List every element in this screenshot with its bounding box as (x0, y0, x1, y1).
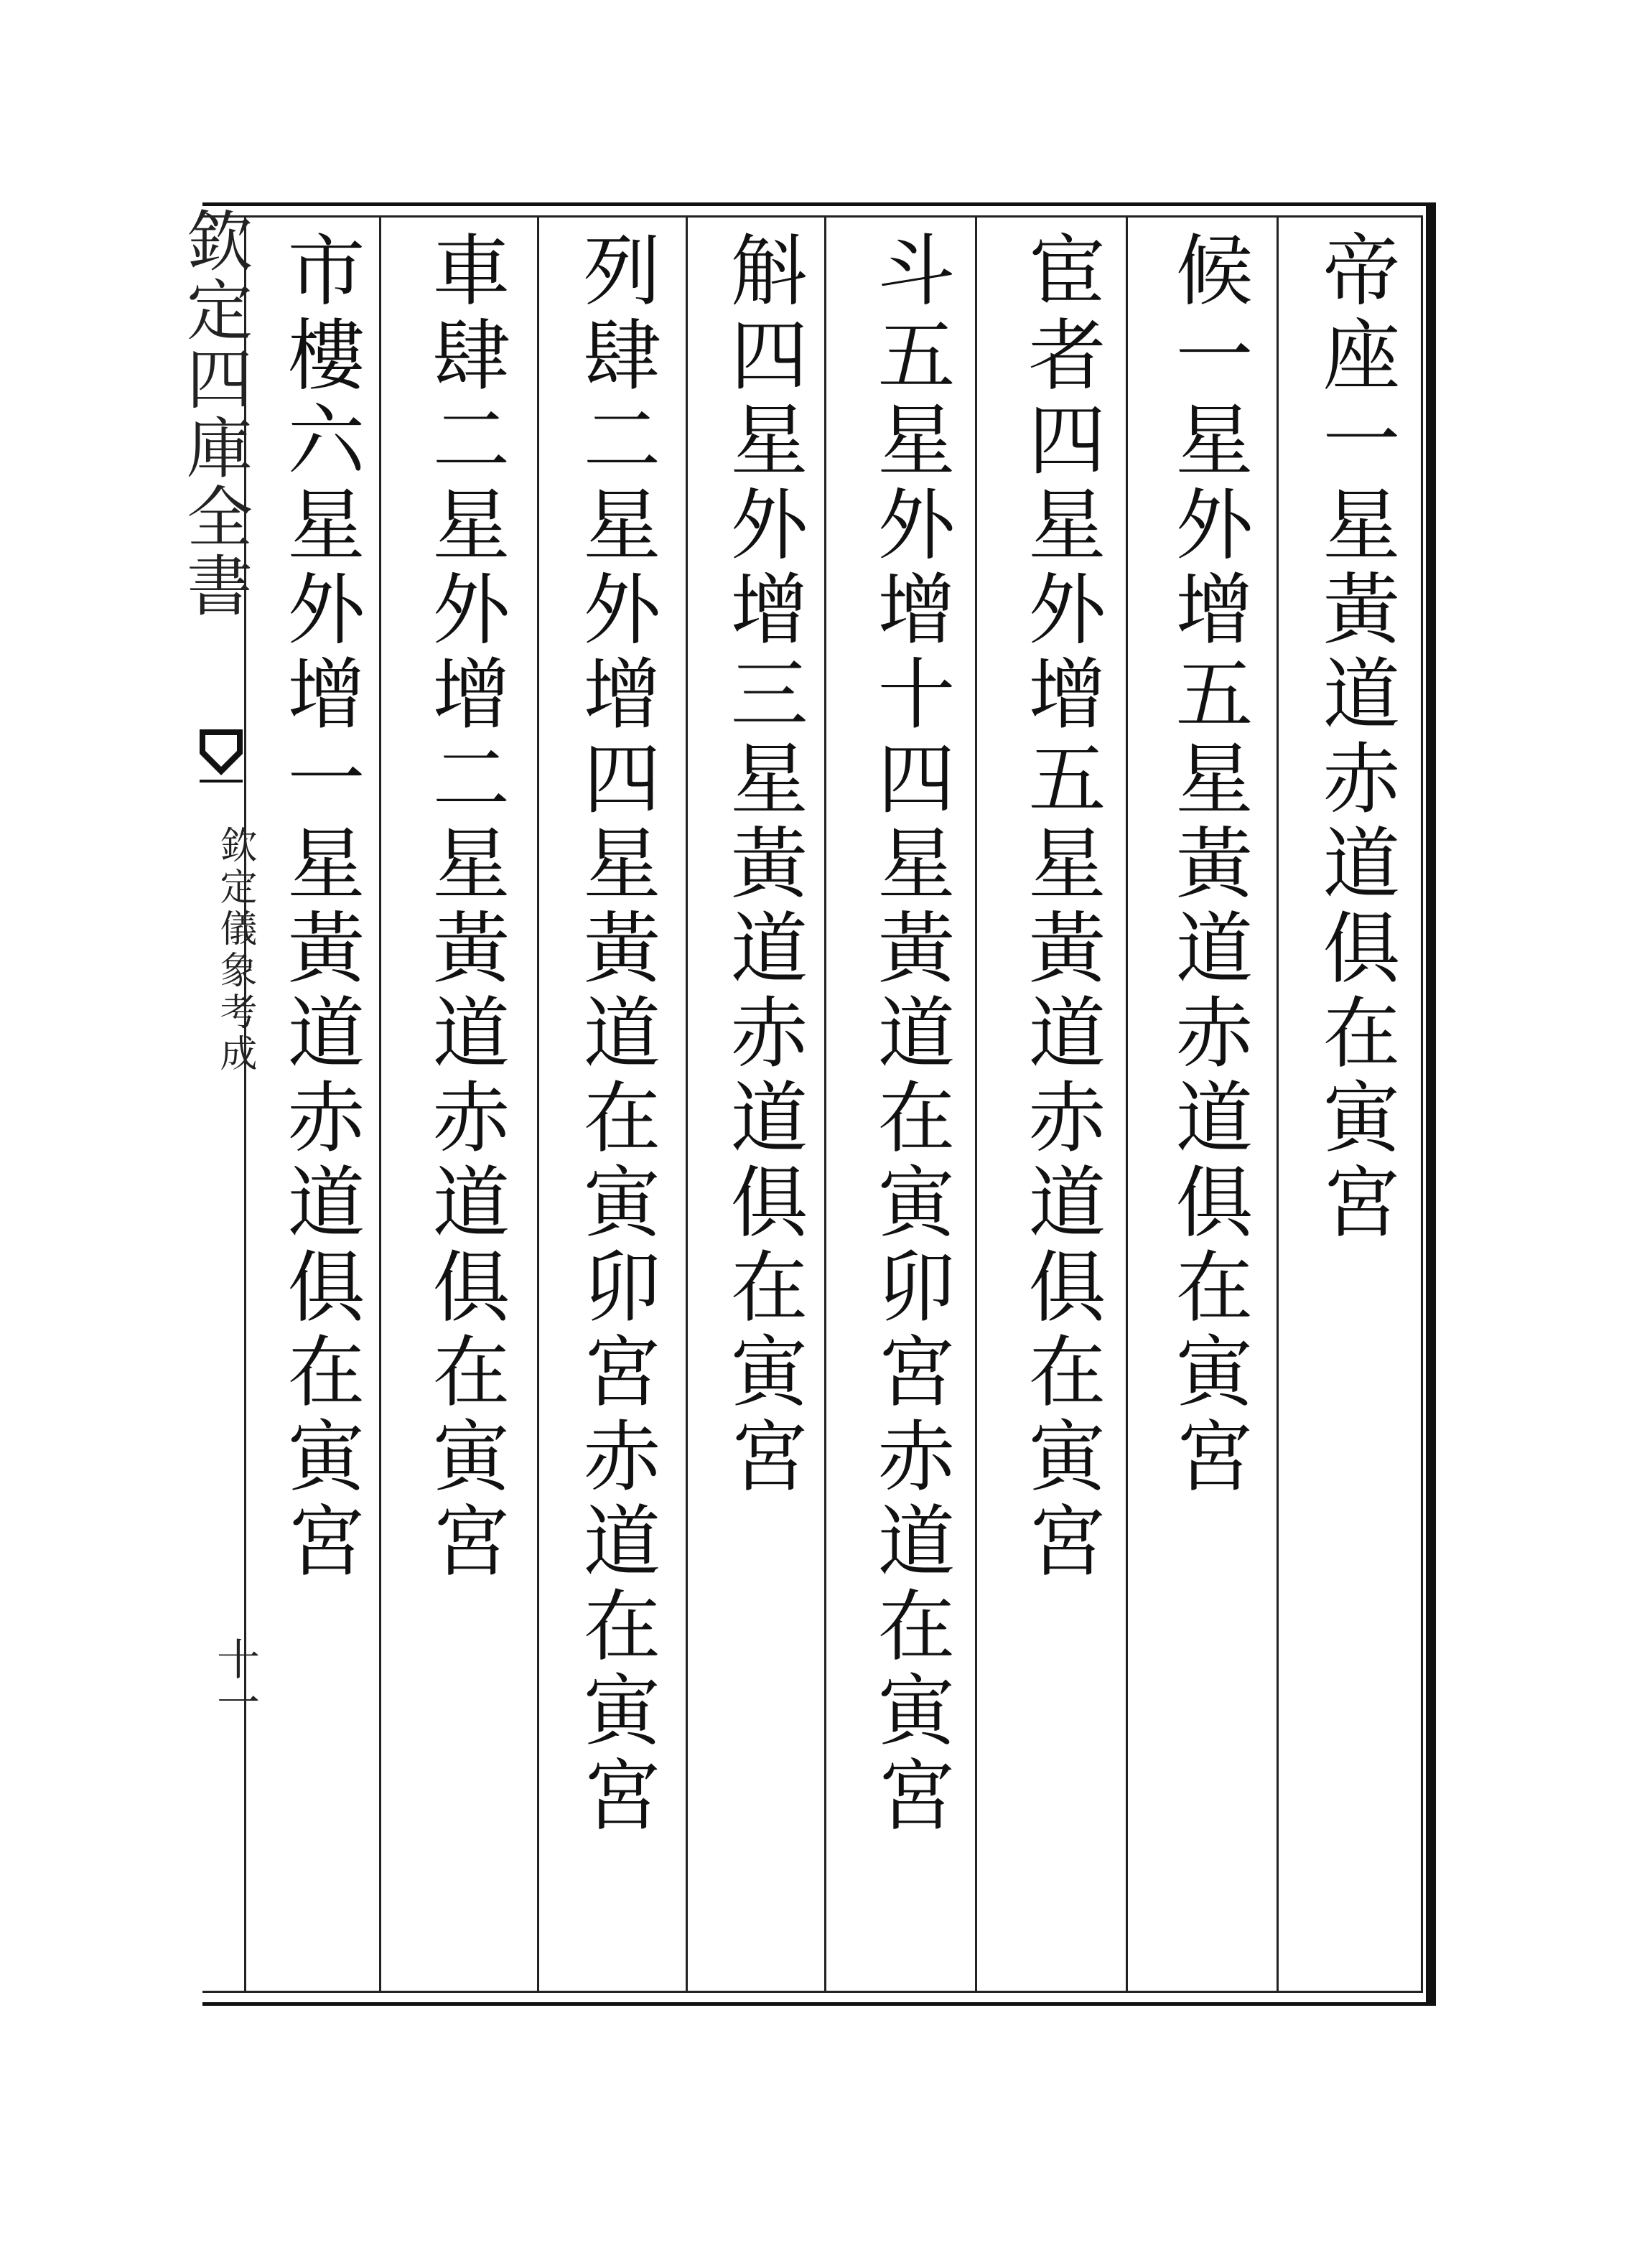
column-divider (1277, 215, 1279, 1993)
text-column-6: 列肆二星外增四星黃道在寅卯宮赤道在寅宮 (570, 230, 660, 1839)
column-divider (379, 215, 381, 1993)
column-divider (975, 215, 977, 1993)
text-column-2: 候一星外增五星黃道赤道俱在寅宮 (1162, 230, 1252, 1500)
page-number: 十一 (210, 1637, 260, 1723)
text-column-3: 宦者四星外增五星黃道赤道俱在寅宮 (1015, 230, 1105, 1585)
column-divider (686, 215, 688, 1993)
text-column-4: 斗五星外增十四星黃道在寅卯宮赤道在寅宮 (864, 230, 954, 1839)
column-divider (824, 215, 826, 1993)
fish-tail-ornament-icon (198, 725, 244, 797)
column-divider (537, 215, 539, 1993)
text-column-5: 斛四星外增三星黃道赤道俱在寅宮 (717, 230, 807, 1500)
margin-subtitle: 欽定儀象考成 (213, 826, 256, 1075)
margin-title: 欽定四庫全書 (176, 207, 253, 620)
column-divider (1126, 215, 1128, 1993)
text-column-7: 車肆二星外增二星黃道赤道俱在寅宮 (419, 230, 509, 1585)
text-column-8: 市樓六星外增一星黃道赤道俱在寅宮 (274, 230, 364, 1585)
text-column-1: 帝座一星黃道赤道俱在寅宮 (1310, 230, 1399, 1246)
